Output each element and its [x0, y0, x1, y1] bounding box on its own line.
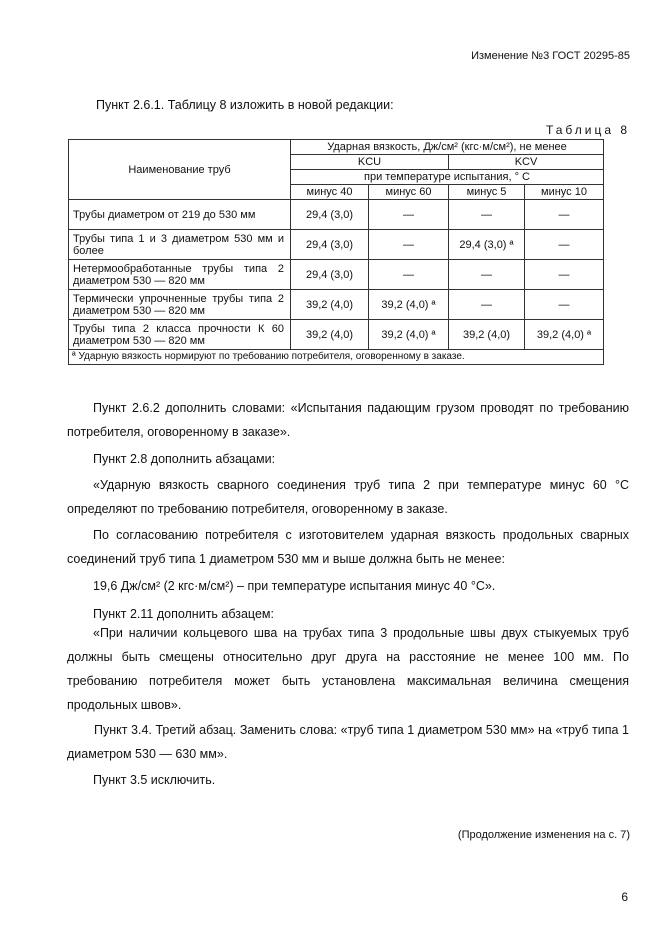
- table-row: [69, 320, 604, 350]
- cell-value: —: [525, 290, 604, 320]
- paragraph-3-5: Пункт 3.5 исключить.: [93, 773, 216, 787]
- cell-value: 39,2 (4,0) ª: [525, 320, 604, 350]
- paragraph-2-6-2: Пункт 2.6.2 дополнить словами: «Испытания падающим грузом проводят по требованию потребителя, оговоренному в заказе».: [67, 401, 629, 439]
- table-row: [69, 260, 604, 290]
- temp-header: при температуре испытания, ° С: [291, 170, 604, 185]
- table-row: [69, 200, 604, 230]
- paragraph-agreement: По согласованию потребителя с изготовителем ударная вязкость продольных сварных соединений труб типа 1 диаметром 530 мм и выше должна быть не менее:: [67, 528, 629, 566]
- paragraph-2-11: Пункт 2.11 дополнить абзацем:: [93, 607, 274, 621]
- intro-paragraph: Пункт 2.6.1. Таблицу 8 изложить в новой редакции:: [96, 98, 394, 112]
- group-header-text: Ударная вязкость, Дж/см² (кгс·м/см²), не менее: [327, 141, 567, 153]
- cell-value: 29,4 (3,0): [291, 200, 369, 230]
- temp-col: минус 60: [369, 185, 449, 200]
- table-caption: Таблица 8: [545, 123, 630, 137]
- row-name: Трубы типа 2 класса прочности К 60 диаметром 530 — 820 мм: [69, 320, 291, 350]
- cell-value: —: [369, 200, 449, 230]
- col-header-name: Наименование труб: [69, 140, 291, 200]
- paragraph-2-8: Пункт 2.8 дополнить абзацами:: [93, 452, 276, 466]
- continuation-note: (Продолжение изменения на с. 7): [457, 829, 630, 841]
- row-name: Термически упрочненные трубы типа 2 диаметром 530 — 820 мм: [69, 290, 291, 320]
- cell-value: 39,2 (4,0): [291, 290, 369, 320]
- cell-value: 39,2 (4,0) ª: [369, 290, 449, 320]
- document-header: Изменение №3 ГОСТ 20295-85: [471, 50, 630, 62]
- row-name: Трубы типа 1 и 3 диаметром 530 мм и более: [69, 230, 291, 260]
- table-8: [68, 139, 604, 365]
- group-header: [291, 140, 604, 155]
- cell-value: —: [525, 260, 604, 290]
- temp-col: минус 40: [291, 185, 369, 200]
- cell-value: —: [369, 230, 449, 260]
- page-number: 6: [621, 890, 628, 904]
- cell-value: —: [369, 260, 449, 290]
- cell-value: 39,2 (4,0): [291, 320, 369, 350]
- cell-value: —: [449, 260, 525, 290]
- paragraph-ring-seam: «При наличии кольцевого шва на трубах типа 3 продольные швы двух стыкуемых труб должны быть смещены относительно друг друга на расстояние не менее 100 мм. По требованию потребителя может быть установлена максимальная величина смещения продольных швов».: [67, 626, 629, 712]
- cell-value: —: [449, 290, 525, 320]
- row-name: Нетермообработанные трубы типа 2 диаметром 530 — 820 мм: [69, 260, 291, 290]
- table-row: [69, 230, 604, 260]
- temp-col: минус 10: [525, 185, 604, 200]
- paragraph-impact-weld: «Ударную вязкость сварного соединения труб типа 2 при температуре минус 60 °С определяют по требованию потребителя, оговоренному в заказе.: [67, 478, 629, 516]
- paragraph-3-4: Пункт 3.4. Третий абзац. Заменить слова: «труб типа 1 диаметром 530 мм» на «труб типа 1 диаметром 530 — 630 мм».: [67, 723, 629, 761]
- row-name: Трубы диаметром от 219 до 530 мм: [69, 200, 291, 230]
- kcv-header: KCV: [449, 155, 604, 170]
- cell-value: —: [449, 200, 525, 230]
- cell-value: 29,4 (3,0) ª: [449, 230, 525, 260]
- cell-value: 39,2 (4,0) ª: [369, 320, 449, 350]
- cell-value: —: [525, 200, 604, 230]
- table-row: [69, 290, 604, 320]
- cell-value: 39,2 (4,0): [449, 320, 525, 350]
- paragraph-value: 19,6 Дж/см² (2 кгс·м/см²) – при температуре испытания минус 40 °С».: [93, 579, 496, 593]
- table-footnote: ª Ударную вязкость нормируют по требованию потребителя, оговоренному в заказе.: [69, 350, 604, 365]
- cell-value: 29,4 (3,0): [291, 230, 369, 260]
- cell-value: 29,4 (3,0): [291, 260, 369, 290]
- kcu-header: KCU: [291, 155, 449, 170]
- temp-col: минус 5: [449, 185, 525, 200]
- cell-value: —: [525, 230, 604, 260]
